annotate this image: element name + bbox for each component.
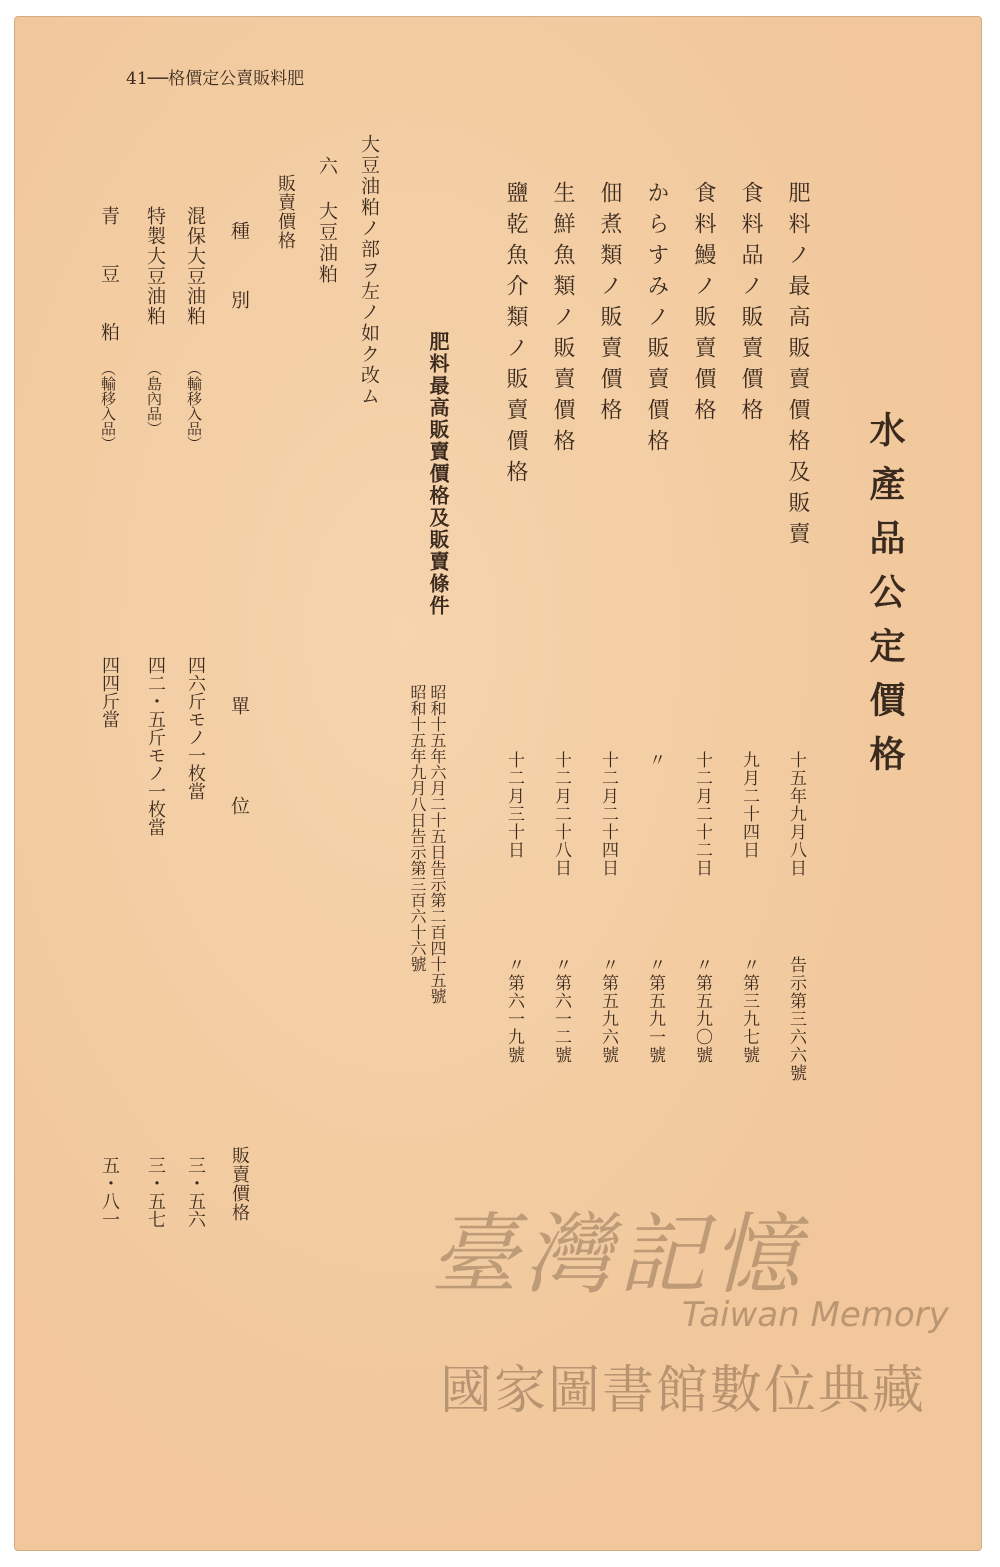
table-header-unit: 單 位 — [228, 696, 250, 821]
row-name: 特製大豆油粕 — [144, 206, 166, 326]
notice-ref-7: 〃第六一九號 — [504, 956, 524, 1064]
notice-text-2: 食料品ノ販賣價格 — [738, 181, 763, 429]
notice-date-6: 十二月二十八日 — [551, 751, 571, 877]
notice-date-1: 十五年九月八日 — [786, 751, 806, 877]
section-title: 肥料最高販賣價格及販賣條件 — [426, 331, 450, 617]
notice-date-5: 十二月二十四日 — [598, 751, 618, 877]
notice-text-5: 佃煮類ノ販賣價格 — [597, 181, 622, 429]
section-ref-1: 昭和十五年六月二十五日告示第二百四十五號 — [428, 684, 447, 1004]
row-unit: 四六斤モノ一枚當 — [185, 656, 206, 800]
price-heading: 販賣價格 — [275, 174, 296, 250]
notice-ref-2: 〃第三九七號 — [739, 956, 759, 1064]
item-title: 六 大豆油粕 — [316, 156, 338, 285]
notice-ref-3: 〃第五九〇號 — [692, 956, 712, 1064]
row-price: 五・八一 — [99, 1156, 120, 1228]
notice-ref-6: 〃第六一二號 — [551, 956, 571, 1064]
table-header-price: 販賣價格 — [229, 1146, 250, 1222]
notice-date-4: 〃 — [645, 751, 665, 769]
amendment-text: 大豆油粕ノ部ヲ左ノ如ク改ム — [358, 134, 380, 407]
notice-ref-5: 〃第五九六號 — [598, 956, 618, 1064]
page-title: 水產品公定價格 — [864, 411, 906, 789]
row-note: （島內品） — [145, 361, 163, 436]
notice-text-7: 鹽乾魚介類ノ販賣價格 — [503, 181, 528, 491]
notice-date-2: 九月二十四日 — [739, 751, 759, 859]
row-name: 青 豆 粕 — [98, 206, 120, 351]
notice-text-6: 生鮮魚類ノ販賣價格 — [550, 181, 575, 460]
notice-date-7: 十二月三十日 — [504, 751, 524, 859]
row-note: （輸移入品） — [99, 361, 117, 451]
notice-text-3: 食料鰻ノ販賣價格 — [691, 181, 716, 429]
notice-date-3: 十二月二十二日 — [692, 751, 712, 877]
notice-ref-4: 〃第五九一號 — [645, 956, 665, 1064]
row-note: （輸移入品） — [185, 361, 203, 451]
running-head: 41──格價定公賣販料肥 — [126, 69, 305, 89]
notice-text-1: 肥料ノ最高販賣價格及販賣 — [785, 181, 810, 553]
watermark-english: Taiwan Memory — [682, 1295, 949, 1335]
notice-text-4: からすみノ販賣價格 — [644, 181, 669, 460]
row-name: 混保大豆油粕 — [184, 206, 206, 326]
row-unit: 四二・五斤モノ一枚當 — [145, 656, 166, 836]
watermark-logo: 臺灣記憶 — [430, 1203, 807, 1306]
watermark-institution: 國家圖書館數位典藏 — [440, 1361, 927, 1421]
row-unit: 四四斤當 — [99, 656, 120, 728]
table-header-kind: 種 別 — [228, 221, 250, 313]
row-price: 三・五七 — [145, 1156, 166, 1228]
row-price: 三・五六 — [185, 1156, 206, 1228]
notice-ref-1: 告示第三六六號 — [786, 956, 806, 1082]
section-ref-2: 昭和十五年九月八日告示第三百六十六號 — [408, 684, 427, 972]
